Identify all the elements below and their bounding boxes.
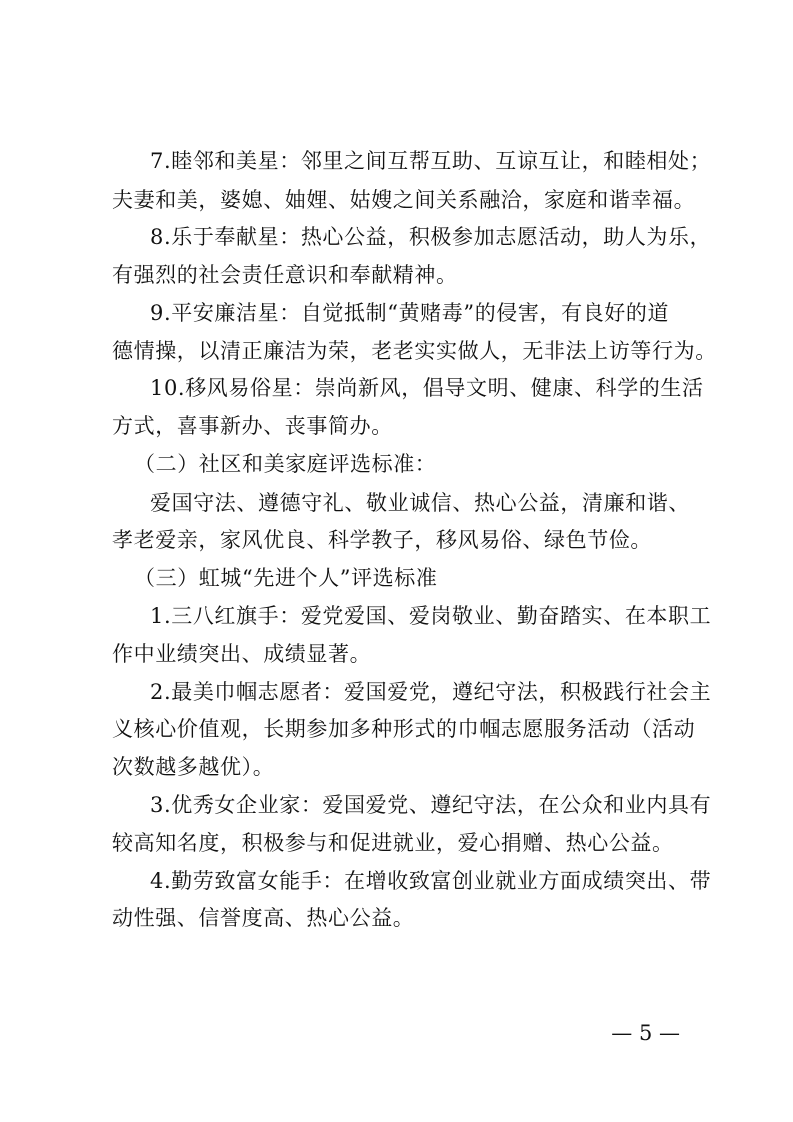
award-3-line-1: 3.优秀女企业家：爱国爱党、遵纪守法，在公众和业内具有 [150,793,712,817]
award-2-line-2: 义核心价值观，长期参加多种形式的巾帼志愿服务活动（活动 [112,717,696,741]
item-8-line-2: 有强烈的社会责任意识和奉献精神。 [112,263,458,287]
award-4-line-2: 动性强、信誉度高、热心公益。 [112,906,415,930]
award-2-line-3: 次数越多越优）。 [112,755,275,779]
award-2-line-1: 2.最美巾帼志愿者：爱国爱党，遵纪守法，积极践行社会主 [150,680,712,704]
page-number: — 5 — [611,1021,680,1045]
section-2-body-line-2: 孝老爱亲，家风优良、科学教子，移风易俗、绿色节俭。 [112,528,652,552]
section-3-heading: （三）虹城“先进个人”评选标准 [134,566,438,590]
item-9-line-2: 德情操，以清正廉洁为荣，老老实实做人，无非法上访等行为。 [112,339,717,363]
item-8-line-1: 8.乐于奉献星：热心公益，积极参加志愿活动，助人为乐， [150,225,712,249]
item-7-line-1: 7.睦邻和美星：邻里之间互帮互助、互谅互让，和睦相处； [150,149,712,173]
award-3-line-2: 较高知名度，积极参与和促进就业，爱心捐赠、热心公益。 [112,831,674,855]
award-1-line-2: 作中业绩突出、成绩显著。 [112,642,372,666]
item-10-line-2: 方式，喜事新办、丧事简办。 [112,414,393,438]
section-2-heading: （二）社区和美家庭评选标准： [134,452,437,476]
item-9-line-1: 9.平安廉洁星：自觉抵制“黄赌毒”的侵害，有良好的道 [150,301,670,325]
section-2-body-line-1: 爱国守法、遵德守礼、敬业诚信、热心公益，清廉和谐、 [150,491,690,515]
award-4-line-1: 4.勤劳致富女能手：在增收致富创业就业方面成绩突出、带 [150,869,712,893]
item-10-line-1: 10.移风易俗星：崇尚新风，倡导文明、健康、科学的生活 [150,376,704,400]
item-7-line-2: 夫妻和美，婆媳、妯娌、姑嫂之间关系融洽，家庭和谐幸福。 [112,188,696,212]
award-1-line-1: 1.三八红旗手：爱党爱国、爱岗敬业、勤奋踏实、在本职工 [150,604,712,628]
